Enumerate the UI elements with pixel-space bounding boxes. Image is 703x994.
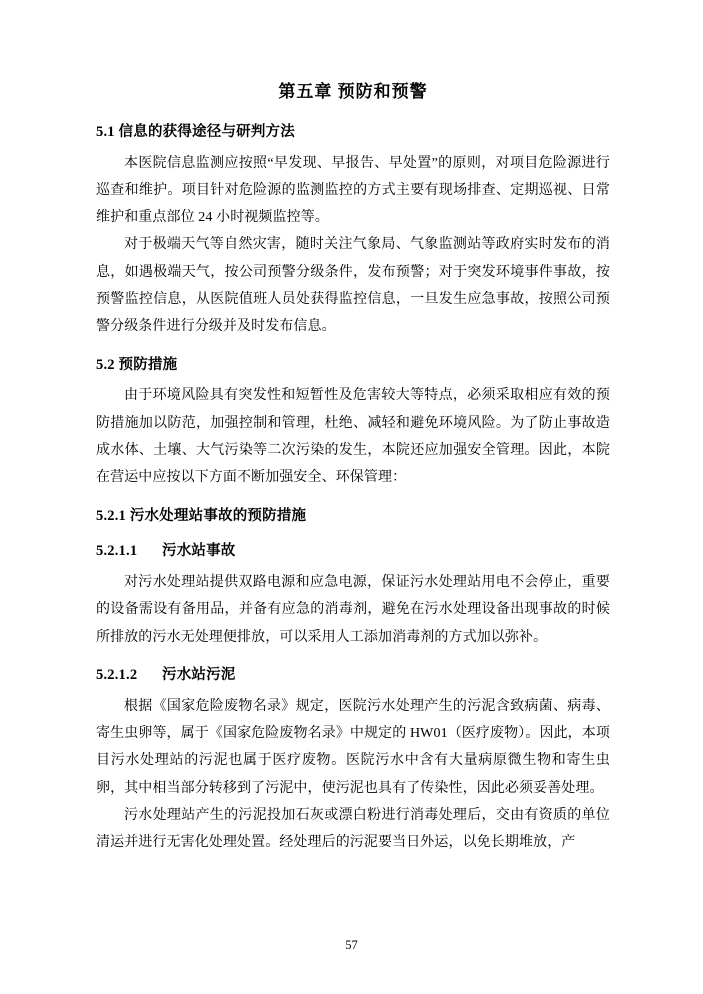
section-heading-5-1: 5.1 信息的获得途径与研判方法 [96,123,295,140]
paragraph: 根据《国家危险废物名录》规定，医院污水处理产生的污泥含致病菌、病毒、寄生虫卵等，属于《国家危险废物名录》中规定的 HW01（医疗废物）。因此，本项目污水处理站的污泥也属于医疗废物。医院污水中含有大量病原微生物和寄生虫卵，其中相当部分转移到了污泥中，使污泥也具有了传染性，因此必须妥善处理。 [96,698,610,796]
page-content [96,80,610,856]
paragraph: 由于环境风险具有突发性和短暂性及危害较大等特点，必须采取相应有效的预防措施加以防范，加强控制和管理，杜绝、减轻和避免环境风险。为了防止事故造成水体、土壤、大气污染等二次污染的发生，本院还应加强安全管理。因此，本院在营运中应按以下方面不断加强安全、环保管理： [96,388,610,486]
section-heading-5-2-1: 5.2.1 污水处理站事故的预防措施 [96,507,307,524]
heading-number: 5.2.1.1 [96,543,138,560]
heading-number: 5.2.1.2 [96,666,138,683]
section-heading-5-2-1-1 [96,541,610,563]
section-heading-5-2: 5.2 预防措施 [96,356,178,373]
paragraph: 污水处理站产生的污泥投加石灰或漂白粉进行消毒处理后，交由有资质的单位清运并进行无害化处理处置。经处理后的污泥要当日外运，以免长期堆放，产 [96,807,610,851]
paragraph: 对污水处理站提供双路电源和应急电源，保证污水处理站用电不会停止，重要的设备需设有备用品，并备有应急的消毒剂，避免在污水处理设备出现事故的时候所排放的污水无处理便排放，可以采用人工添加消毒剂的方式加以弥补。 [96,575,610,645]
heading-text: 污水站事故 [162,543,236,560]
heading-text: 污水站污泥 [162,666,236,683]
chapter-title: 第五章 预防和预警 [278,82,428,101]
section-heading-5-2-1-2 [96,665,610,687]
page-number: 57 [345,938,358,952]
paragraph: 本医院信息监测应按照“早发现、早报告、早处置”的原则，对项目危险源进行巡查和维护。项目针对危险源的监测监控的方式主要有现场排查、定期巡视、日常维护和重点部位 24 小时视频监控等。 [96,155,610,226]
paragraph: 对于极端天气等自然灾害，随时关注气象局、气象监测站等政府实时发布的消息，如遇极端天气，按公司预警分级条件，发布预警；对于突发环境事件事故，按预警监控信息，从医院值班人员处获得监控信息，一旦发生应急事故，按照公司预警分级条件进行分级并及时发布信息。 [96,237,610,335]
